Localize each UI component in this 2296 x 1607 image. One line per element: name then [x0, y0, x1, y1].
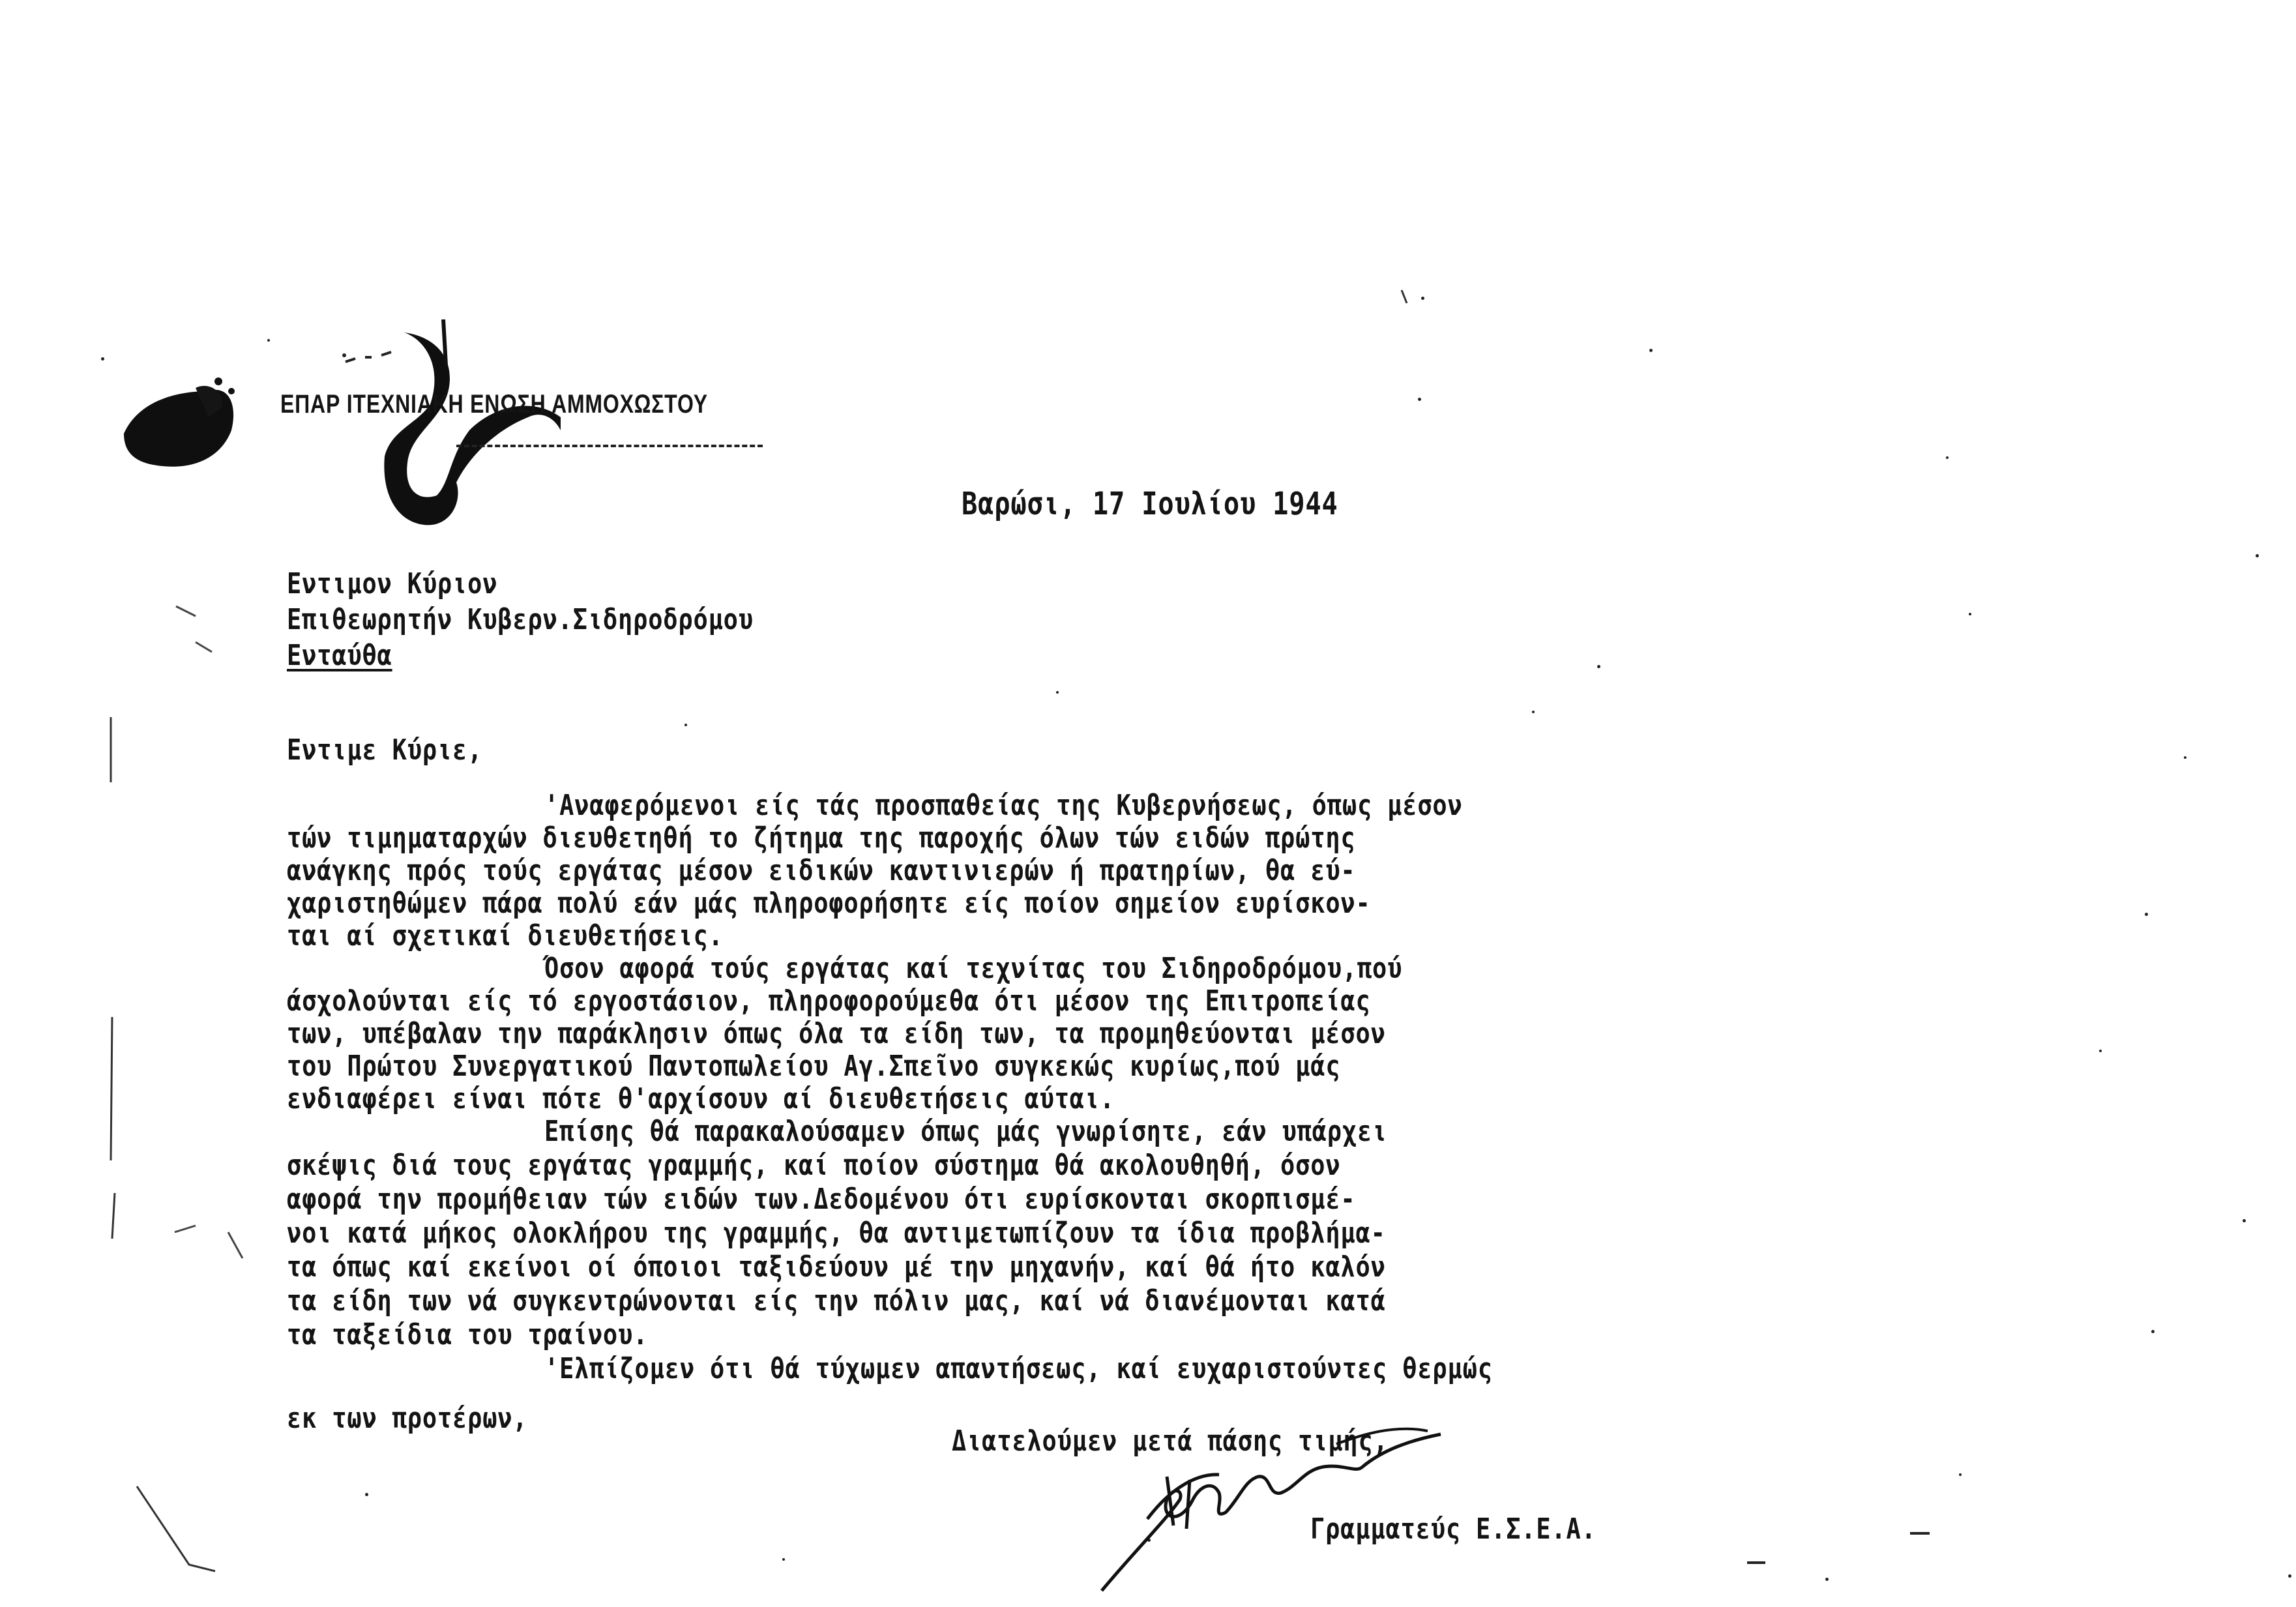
- body-line: Όσον αφορά τούς εργάτας καί τεχνίτας του Σιδηροδρόμου,πού: [544, 952, 1403, 985]
- body-line: αφορά την προμήθειαν τών ειδών των.Δεδομένου ότι ευρίσκονται σκορπισμέ-: [287, 1183, 1356, 1216]
- body-line: εκ των προτέρων,: [287, 1402, 528, 1435]
- body-line: τα είδη των νά συγκεντρώνονται είς την πόλιν μας, καί νά διανέμονται κατά: [287, 1284, 1386, 1318]
- signatory-title: Γραμματεύς Ε.Σ.Ε.Α.: [1310, 1512, 1597, 1546]
- body-line: χαριστηθώμεν πάρα πολύ εάν μάς πληροφορήσητε είς ποίον σημείον ευρίσκον-: [287, 887, 1371, 920]
- date-line: Βαρώσι, 17 Ιουλίου 1944: [962, 486, 1338, 522]
- addressee-line-1: Εντιμον Κύριον: [287, 567, 498, 600]
- body-line: των, υπέβαλαν την παράκλησιν όπως όλα τα είδη των, τα προμηθεύονται μέσον: [287, 1017, 1386, 1050]
- body-line: του Πρώτου Συνεργατικού Παντοπωλείου Αγ.Σπεῖνο συγκεκώς κυρίως,πού μάς: [287, 1050, 1341, 1083]
- body-line: νοι κατά μήκος ολοκλήρου της γραμμής, θα αντιμετωπίζουν τα ίδια προβλήμα-: [287, 1216, 1386, 1250]
- body-line: 'Αναφερόμενοι είς τάς προσπαθείας της Κυβερνήσεως, όπως μέσον: [544, 789, 1463, 822]
- body-line: άσχολούνται είς τό εργοστάσιον, πληροφορούμεθα ότι μέσον της Επιτροπείας: [287, 984, 1371, 1018]
- body-line: ανάγκης πρός τούς εργάτας μέσον ειδικών καντινιερών ή πρατηρίων, θα εύ-: [287, 854, 1356, 887]
- body-line: Επίσης θά παρακαλούσαμεν όπως μάς γνωρίσητε, εάν υπάρχει: [544, 1115, 1388, 1148]
- body-line: τών τιμηματαρχών διευθετηθή το ζήτημα της παροχής όλων τών ειδών πρώτης: [287, 821, 1356, 855]
- letterhead-org-name: ΕΠΑΡ ΙΤΕΧΝΙΑΚΗ ΕΝΩΣΗ ΑΜΜΟΧΩΣΤΟΥ: [280, 390, 708, 419]
- body-line: σκέψις διά τους εργάτας γραμμής, καί ποίον σύστημα θά ακολουθηθή, όσον: [287, 1149, 1341, 1182]
- body-line: 'Ελπίζομεν ότι θά τύχωμεν απαντήσεως, καί ευχαριστούντες θερμώς: [544, 1352, 1493, 1385]
- body-line: τα ταξείδια του τραίνου.: [287, 1318, 649, 1351]
- addressee-line-3: Ενταύθα: [287, 639, 392, 672]
- body-line: ενδιαφέρει είναι πότε θ'αρχίσουν αί διευθετήσεις αύται.: [287, 1082, 1115, 1115]
- closing-line: Διατελούμεν μετά πάσης τιμής,: [952, 1424, 1389, 1458]
- addressee-line-2: Επιθεωρητήν Κυβερν.Σιδηροδρόμου: [287, 603, 754, 636]
- body-line: τα όπως καί εκείνοι οί όποιοι ταξιδεύουν μέ την μηχανήν, καί θά ήτο καλόν: [287, 1250, 1386, 1284]
- body-line: ται αί σχετικαί διευθετήσεις.: [287, 919, 724, 952]
- salutation: Εντιμε Κύριε,: [287, 733, 483, 767]
